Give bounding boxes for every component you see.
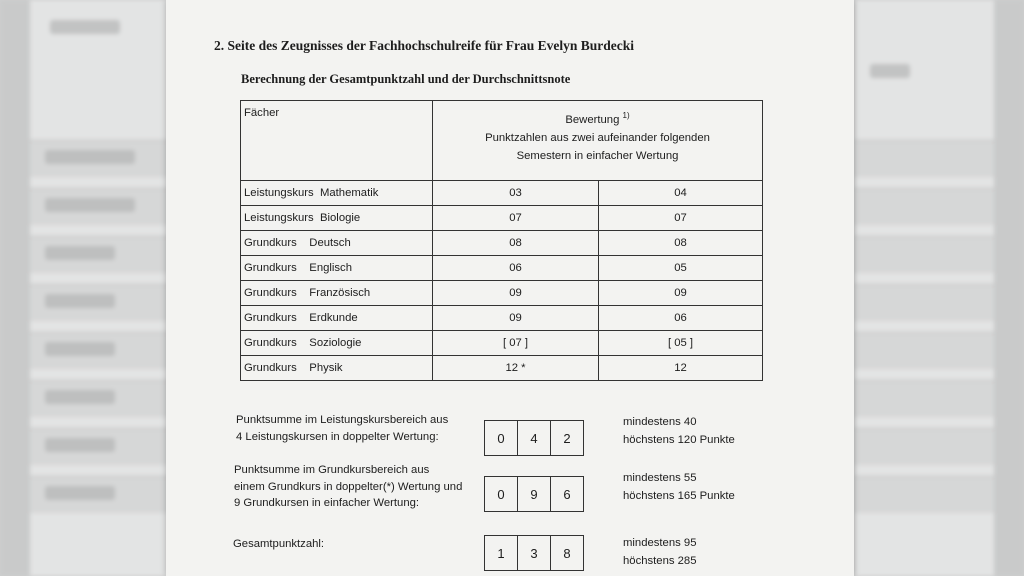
table-row	[241, 356, 763, 381]
digit-box: 3	[518, 536, 551, 570]
digit-box: 9	[518, 477, 551, 511]
subject-cell: Leistungskurs Biologie	[241, 206, 433, 231]
semester2-cell: 05	[599, 256, 763, 281]
subject-cell: Grundkurs Deutsch	[241, 231, 433, 256]
min-label: mindestens 95	[623, 537, 697, 549]
subject-cell: Grundkurs Soziologie	[241, 331, 433, 356]
semester2-cell: 12	[599, 356, 763, 381]
lk-sum-line: 4 Leistungskursen in doppelter Wertung:	[236, 430, 439, 443]
table-row	[241, 206, 763, 231]
total-sum-digits	[484, 535, 584, 571]
page-title: 2. Seite des Zeugnisses der Fachhochschulreife für Frau Evelyn Burdecki	[214, 38, 635, 53]
subject-cell: Grundkurs Englisch	[241, 256, 433, 281]
gk-sum-line: Punktsumme im Grundkursbereich aus	[234, 464, 430, 476]
semester1-cell: 09	[433, 281, 599, 306]
semester1-cell: 06	[433, 256, 599, 281]
max-label: höchstens 165 Punkte	[623, 489, 735, 502]
digit-box: 8	[563, 545, 571, 561]
semester2-cell: 09	[599, 281, 763, 306]
table-header	[241, 101, 763, 181]
header-eval-line1: Punktzahlen aus zwei aufeinander folgenden	[485, 131, 710, 144]
lk-sum-line: Punktsumme im Leistungskursbereich aus	[236, 414, 449, 426]
semester2-cell: 04	[599, 181, 763, 206]
gk-sum-description	[234, 462, 462, 512]
digit-box: 6	[563, 486, 571, 502]
semester2-cell: 06	[599, 306, 763, 331]
gk-sum-limits	[623, 470, 735, 505]
subject-cell: Grundkurs Physik	[241, 356, 433, 381]
semester1-cell: 09	[433, 306, 599, 331]
digit-box: 4	[518, 421, 551, 455]
lk-sum-digits	[484, 420, 584, 456]
footnote-marker: 1)	[622, 111, 630, 120]
semester1-cell: 12 *	[433, 356, 599, 381]
header-eval-title: Bewertung	[565, 113, 620, 126]
header-eval-line2: Semestern in einfacher Wertung	[516, 149, 679, 162]
digit-box: 0	[485, 421, 518, 455]
semester1-cell: 07	[433, 206, 599, 231]
lk-sum-limits	[623, 414, 735, 449]
header-subjects: Fächer	[241, 101, 433, 181]
digit-box: 2	[563, 430, 571, 446]
semester2-cell: 08	[599, 231, 763, 256]
table-row	[241, 231, 763, 256]
table-row	[241, 181, 763, 206]
max-label: höchstens 120 Punkte	[623, 433, 735, 446]
gk-sum-digits	[484, 476, 584, 512]
subject-cell: Grundkurs Erdkunde	[241, 306, 433, 331]
max-label: höchstens 285	[623, 554, 697, 567]
semester1-cell: [ 07 ]	[433, 331, 599, 356]
subject-cell: Grundkurs Französisch	[241, 281, 433, 306]
semester2-cell: [ 05 ]	[599, 331, 763, 356]
table-row	[241, 281, 763, 306]
total-sum-limits	[623, 535, 697, 570]
table-row	[241, 331, 763, 356]
digit-box: 0	[485, 477, 518, 511]
subject-cell: Leistungskurs Mathematik	[241, 181, 433, 206]
table-row	[241, 306, 763, 331]
grades-table	[240, 100, 763, 381]
min-label: mindestens 55	[623, 472, 697, 484]
total-sum-description	[233, 536, 324, 553]
certificate-page	[166, 0, 854, 576]
gk-sum-line: 9 Grundkursen in einfacher Wertung:	[234, 497, 420, 509]
section-subtitle: Berechnung der Gesamtpunktzahl und der Durchschnittsnote	[241, 72, 571, 86]
min-label: mindestens 40	[623, 416, 697, 428]
total-sum-line: Gesamtpunktzahl:	[233, 538, 325, 550]
table-row	[241, 256, 763, 281]
semester1-cell: 03	[433, 181, 599, 206]
gk-sum-line: einem Grundkurs in doppelter(*) Wertung und	[234, 480, 463, 493]
semester2-cell: 07	[599, 206, 763, 231]
lk-sum-description	[236, 412, 448, 445]
header-evaluation	[433, 101, 763, 181]
semester1-cell: 08	[433, 231, 599, 256]
digit-box: 1	[485, 536, 518, 570]
